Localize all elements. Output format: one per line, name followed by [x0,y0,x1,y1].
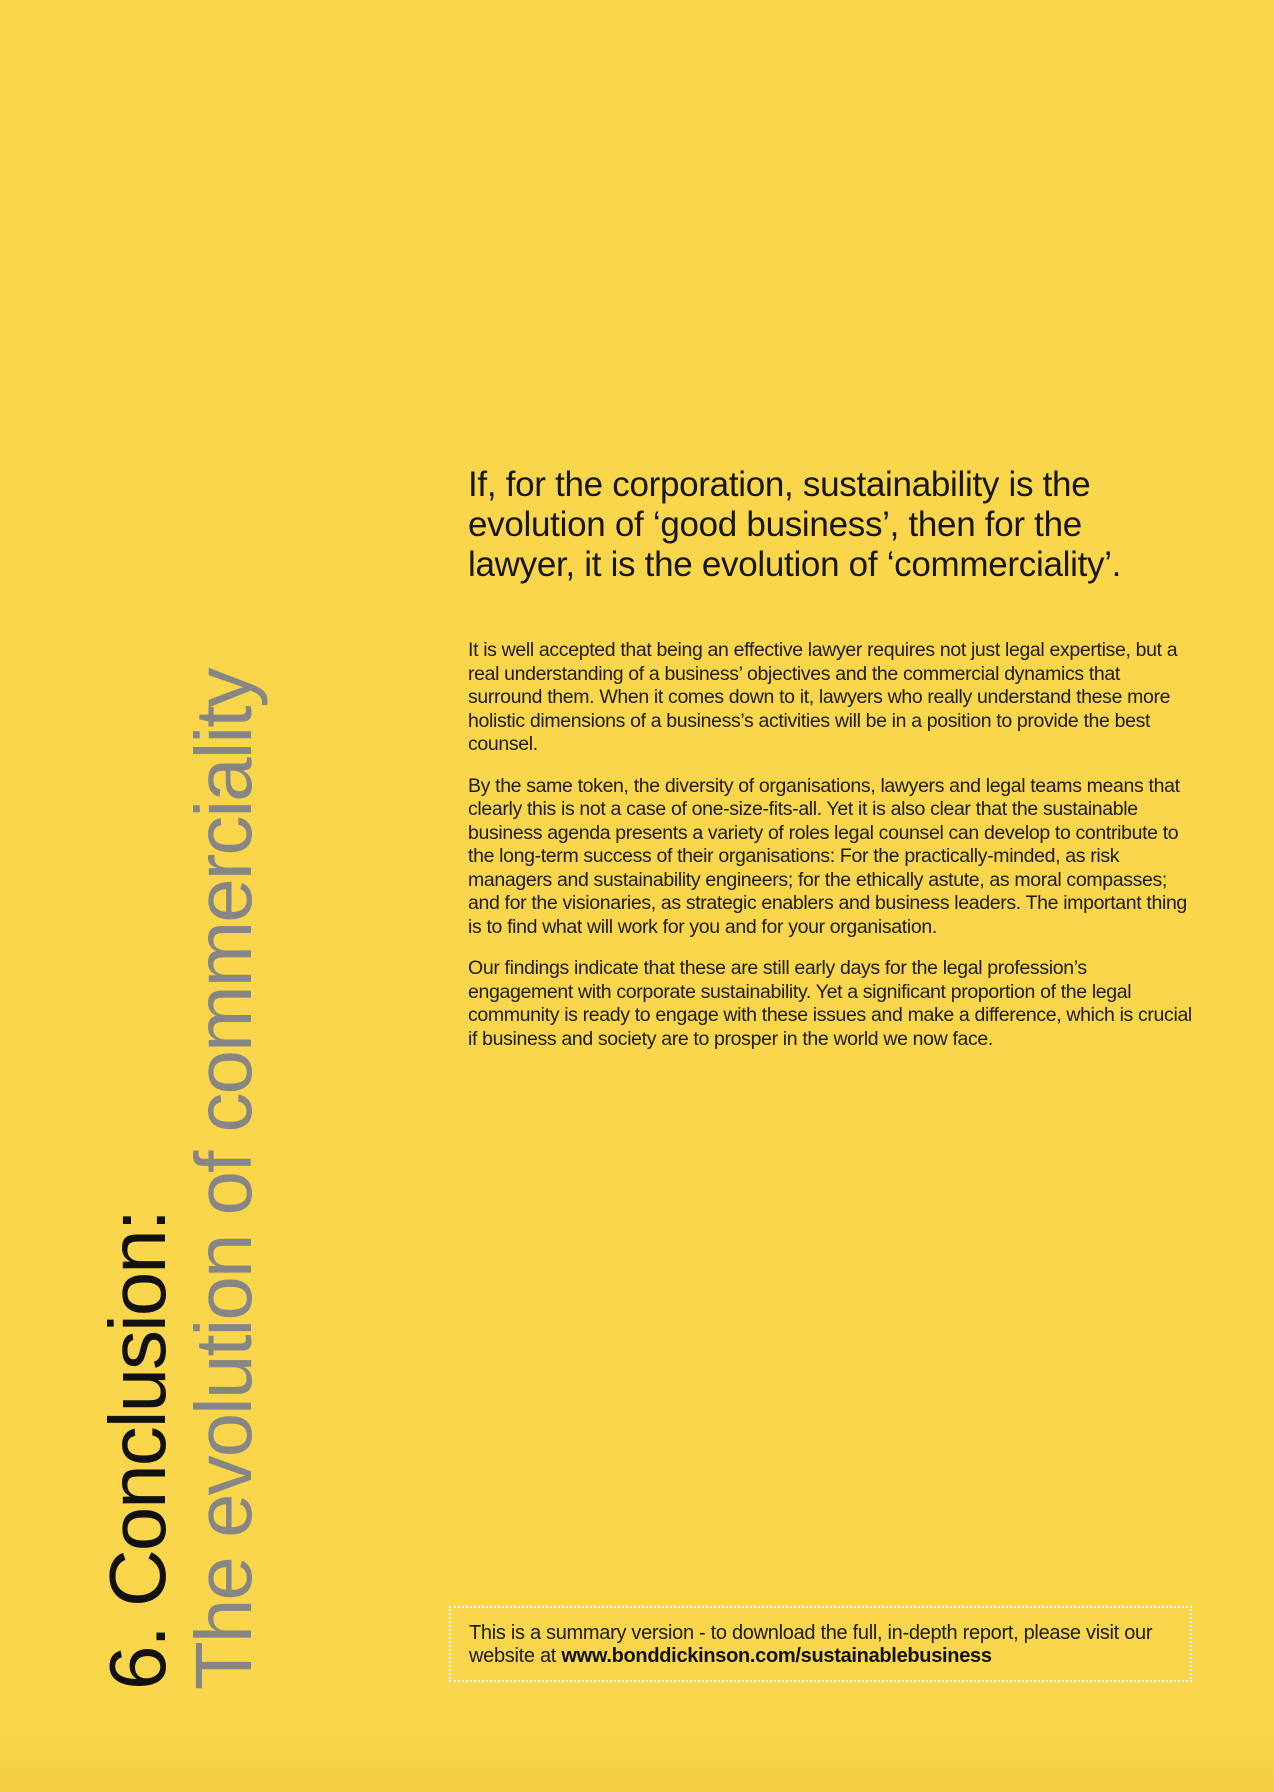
body-paragraph: It is well accepted that being an effective lawyer requires not just legal expertise, but a real understanding of a business’ objectives and the commercial dynamics that surround them. When it comes down to it, lawyers who really understand these more holistic dimensions of a business’s activities will be in a position to provide the best counsel. [468,639,1178,755]
summary-note-text: This is a summary version - to download the full, in-depth report, please visit our website at [469,1622,1153,1667]
section-title [95,670,267,1690]
report-website-link[interactable]: www.bonddickinson.com/sustainablebusiness [561,1645,992,1667]
summary-note-box [449,1606,1192,1682]
section-subheading: The evolution of commerciality [179,669,268,1690]
lead-statement: If, for the corporation, sustainability is the evolution of ‘good business’, then for the lawyer, it is the evolution of ‘commerciality’. [468,465,1122,584]
body-paragraph: Our findings indicate that these are still early days for the legal profession’s engagement with corporate sustainability. Yet a significant proportion of the legal community is ready to engage with these issues and make a difference, which is crucial if business and society are to prosper in the world we now face. [468,957,1192,1050]
main-content [468,465,1193,1069]
section-number-heading: 6. Conclusion: [93,1211,182,1690]
body-paragraph: By the same token, the diversity of organisations, lawyers and legal teams means that clearly this is not a case of one-size-fits-all. Yet it is also clear that the sustainable business agenda presents a variety of roles legal counsel can develop to contribute to the long-term success of their organisations: For the practically-minded, as risk managers and sustainability engineers; for the ethically astute, as moral compasses; and for the visionaries, as strategic enablers and business leaders. The important thing is to find what will work for you and for your organisation. [468,774,1187,938]
